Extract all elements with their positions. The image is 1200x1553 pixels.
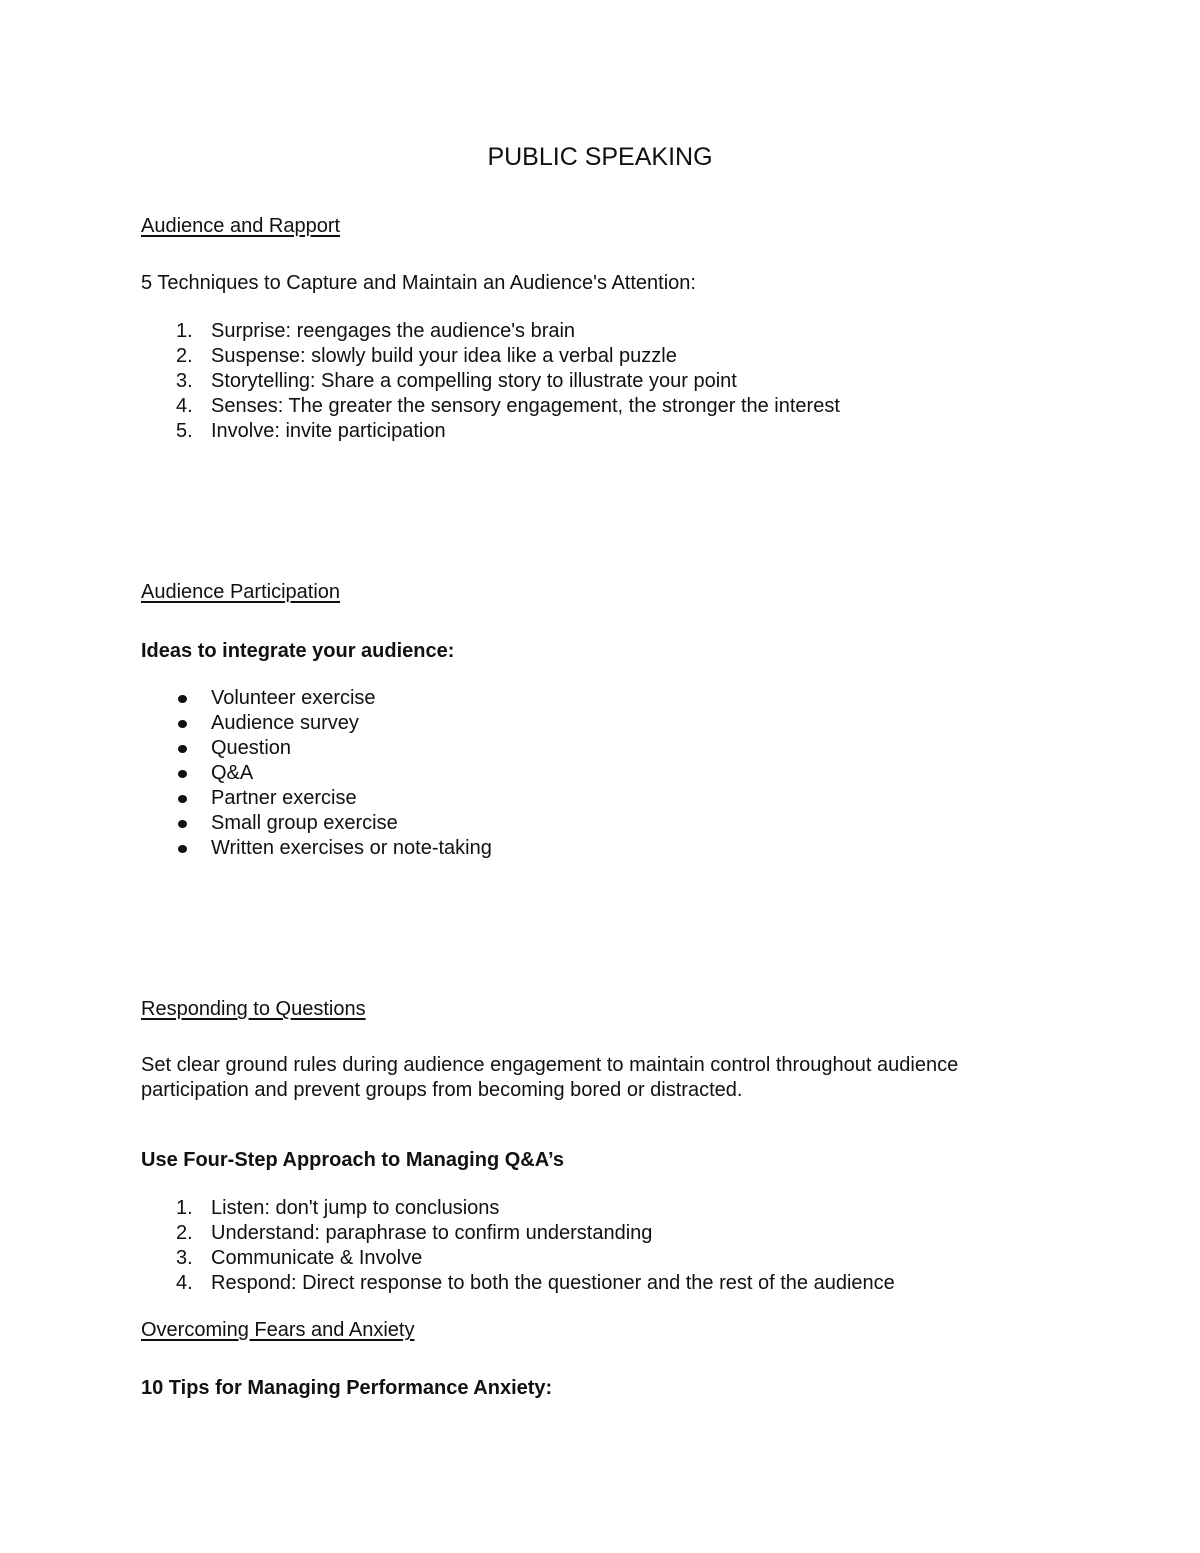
bullet-icon xyxy=(178,795,187,803)
list-item-text: Partner exercise xyxy=(211,787,357,809)
list-item-text: Senses: The greater the sensory engagement, the stronger the interest xyxy=(211,395,840,417)
list-number: 1. xyxy=(176,1197,193,1219)
anxiety-subheading: 10 Tips for Managing Performance Anxiety: xyxy=(141,1377,553,1399)
list-item-text: Communicate & Involve xyxy=(211,1247,423,1269)
list-number: 4. xyxy=(176,395,193,417)
list-number: 2. xyxy=(176,345,193,367)
list-item-text: Suspense: slowly build your idea like a verbal puzzle xyxy=(211,345,677,367)
bullet-icon xyxy=(178,820,187,828)
list-item-text: Storytelling: Share a compelling story to illustrate your point xyxy=(211,370,737,392)
participation-subheading: Ideas to integrate your audience: xyxy=(141,640,455,662)
list-item-text: Audience survey xyxy=(211,712,359,734)
section-heading-participation: Audience Participation xyxy=(141,581,341,603)
list-item-text: Small group exercise xyxy=(211,812,398,834)
section-heading-questions: Responding to Questions xyxy=(141,998,366,1020)
list-number: 1. xyxy=(176,320,193,342)
questions-subheading: Use Four-Step Approach to Managing Q&A’s xyxy=(141,1149,564,1171)
list-number: 5. xyxy=(176,420,193,442)
list-item-text: Question xyxy=(211,737,292,759)
list-number: 4. xyxy=(176,1272,193,1294)
bullet-icon xyxy=(178,770,187,778)
questions-paragraph: Set clear ground rules during audience engagement to maintain control throughout audience participation and prevent groups from becoming bored or distracted. xyxy=(141,1054,959,1101)
section-heading-anxiety: Overcoming Fears and Anxiety xyxy=(141,1319,415,1341)
list-item-text: Understand: paraphrase to confirm understanding xyxy=(211,1222,653,1244)
bullet-icon xyxy=(178,720,187,728)
list-item-text: Volunteer exercise xyxy=(211,687,376,709)
list-item-text: Respond: Direct response to both the questioner and the rest of the audience xyxy=(211,1272,895,1294)
bullet-icon xyxy=(178,845,187,853)
list-item-text: Listen: don't jump to conclusions xyxy=(211,1197,500,1219)
section-heading-rapport: Audience and Rapport xyxy=(141,215,341,237)
rapport-intro: 5 Techniques to Capture and Maintain an Audience's Attention: xyxy=(141,272,696,294)
page-title: PUBLIC SPEAKING xyxy=(487,143,713,171)
list-number: 3. xyxy=(176,1247,193,1269)
list-number: 3. xyxy=(176,370,193,392)
list-number: 2. xyxy=(176,1222,193,1244)
list-item-text: Written exercises or note-taking xyxy=(211,837,492,859)
bullet-icon xyxy=(178,695,187,703)
bullet-icon xyxy=(178,745,187,753)
list-item-text: Surprise: reengages the audience's brain xyxy=(211,320,576,342)
list-item-text: Involve: invite participation xyxy=(211,420,446,442)
list-item-text: Q&A xyxy=(211,762,254,784)
